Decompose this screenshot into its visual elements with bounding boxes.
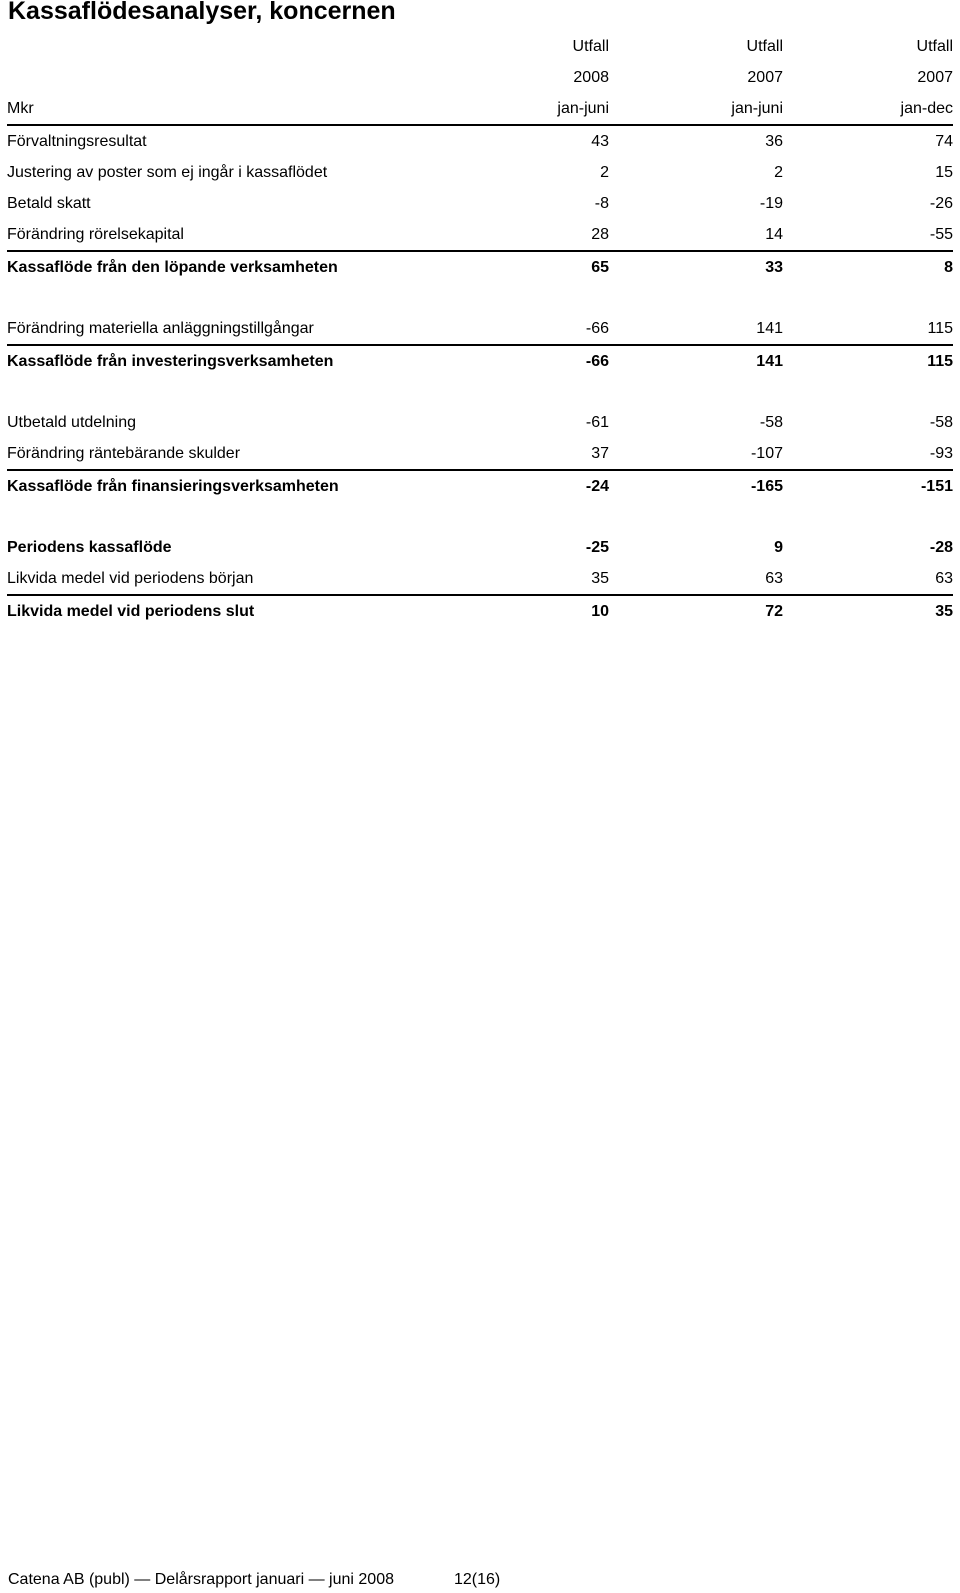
header-row-year — [7, 62, 953, 93]
row-label: Kassaflöde från finansieringsverksamheten — [7, 478, 339, 495]
table-row — [7, 563, 953, 594]
spacer-row — [7, 283, 953, 313]
header-cell: Utfall — [746, 38, 783, 55]
subtotal-row — [7, 250, 953, 283]
header-cell: 2007 — [747, 69, 783, 86]
table-row — [7, 124, 953, 157]
row-value: 115 — [927, 320, 953, 337]
row-value: -151 — [920, 478, 953, 495]
row-value: 141 — [756, 320, 783, 337]
row-value: 10 — [591, 603, 609, 620]
row-value: -58 — [929, 414, 953, 431]
row-value: 28 — [591, 226, 609, 243]
row-value: 15 — [935, 164, 953, 181]
subtotal-row — [7, 344, 953, 377]
row-value: 2 — [600, 164, 609, 181]
row-value: -26 — [929, 195, 953, 212]
row-value: -25 — [585, 539, 609, 556]
row-value: 74 — [935, 133, 953, 150]
row-value: -8 — [594, 195, 609, 212]
row-value: -24 — [585, 478, 609, 495]
table-row — [7, 188, 953, 219]
page-title: Kassaflödesanalyser, koncernen — [8, 0, 396, 25]
row-value: -58 — [759, 414, 783, 431]
header-row-outcome — [7, 31, 953, 62]
row-value: 8 — [944, 259, 953, 276]
row-value: 2 — [774, 164, 783, 181]
row-label: Likvida medel vid periodens slut — [7, 603, 255, 620]
row-value: -93 — [929, 445, 953, 462]
row-label: Periodens kassaflöde — [7, 539, 172, 556]
row-label: Kassaflöde från investeringsverksamheten — [7, 353, 334, 370]
row-value: -165 — [750, 478, 783, 495]
table-row — [7, 407, 953, 438]
row-value: 9 — [774, 539, 783, 556]
header-row-period — [7, 93, 953, 124]
header-cell: 2007 — [917, 69, 953, 86]
row-label: Förändring räntebärande skulder — [7, 445, 241, 462]
cashflow-table — [7, 31, 953, 627]
row-value: 35 — [591, 570, 609, 587]
subtotal-row — [7, 469, 953, 502]
header-cell: 2008 — [573, 69, 609, 86]
row-value: 72 — [765, 603, 783, 620]
row-value: -66 — [585, 320, 609, 337]
spacer-row — [7, 377, 953, 407]
table-row — [7, 438, 953, 469]
row-label: Justering av poster som ej ingår i kassaflödet — [7, 164, 328, 181]
row-label: Förvaltningsresultat — [7, 133, 147, 150]
row-value: 37 — [591, 445, 609, 462]
row-value: -55 — [929, 226, 953, 243]
page-number: 12(16) — [453, 1571, 501, 1588]
header-cell: jan-dec — [900, 100, 953, 117]
row-value: 43 — [591, 133, 609, 150]
row-label: Förändring rörelsekapital — [7, 226, 184, 243]
row-value: -61 — [585, 414, 609, 431]
footer-text: Catena AB (publ) — Delårsrapport januari — juni 2008 — [8, 1571, 394, 1588]
header-cell: jan-juni — [557, 100, 609, 117]
row-label: Utbetald utdelning — [7, 414, 136, 431]
row-label: Förändring materiella anläggningstillgångar — [7, 320, 314, 337]
row-value: 141 — [756, 353, 783, 370]
header-cell: Utfall — [572, 38, 609, 55]
spacer-row — [7, 502, 953, 532]
header-cell: Utfall — [916, 38, 953, 55]
row-value: 63 — [935, 570, 953, 587]
row-value: -66 — [585, 353, 609, 370]
row-value: 35 — [935, 603, 953, 620]
row-value: 33 — [765, 259, 783, 276]
table-row — [7, 313, 953, 344]
header-cell: jan-juni — [731, 100, 783, 117]
subtotal-row — [7, 532, 953, 563]
row-value: -28 — [929, 539, 953, 556]
table-row — [7, 157, 953, 188]
row-label: Kassaflöde från den löpande verksamheten — [7, 259, 338, 276]
row-value: -19 — [759, 195, 783, 212]
row-label: Likvida medel vid periodens början — [7, 570, 254, 587]
row-value: 115 — [927, 353, 953, 370]
row-value: 65 — [591, 259, 609, 276]
table-row — [7, 219, 953, 250]
total-row — [7, 594, 953, 627]
unit-label: Mkr — [7, 100, 34, 117]
row-value: 36 — [765, 133, 783, 150]
page-footer — [8, 1570, 500, 1590]
row-value: 14 — [765, 226, 783, 243]
row-label: Betald skatt — [7, 195, 91, 212]
row-value: -107 — [750, 445, 783, 462]
row-value: 63 — [765, 570, 783, 587]
